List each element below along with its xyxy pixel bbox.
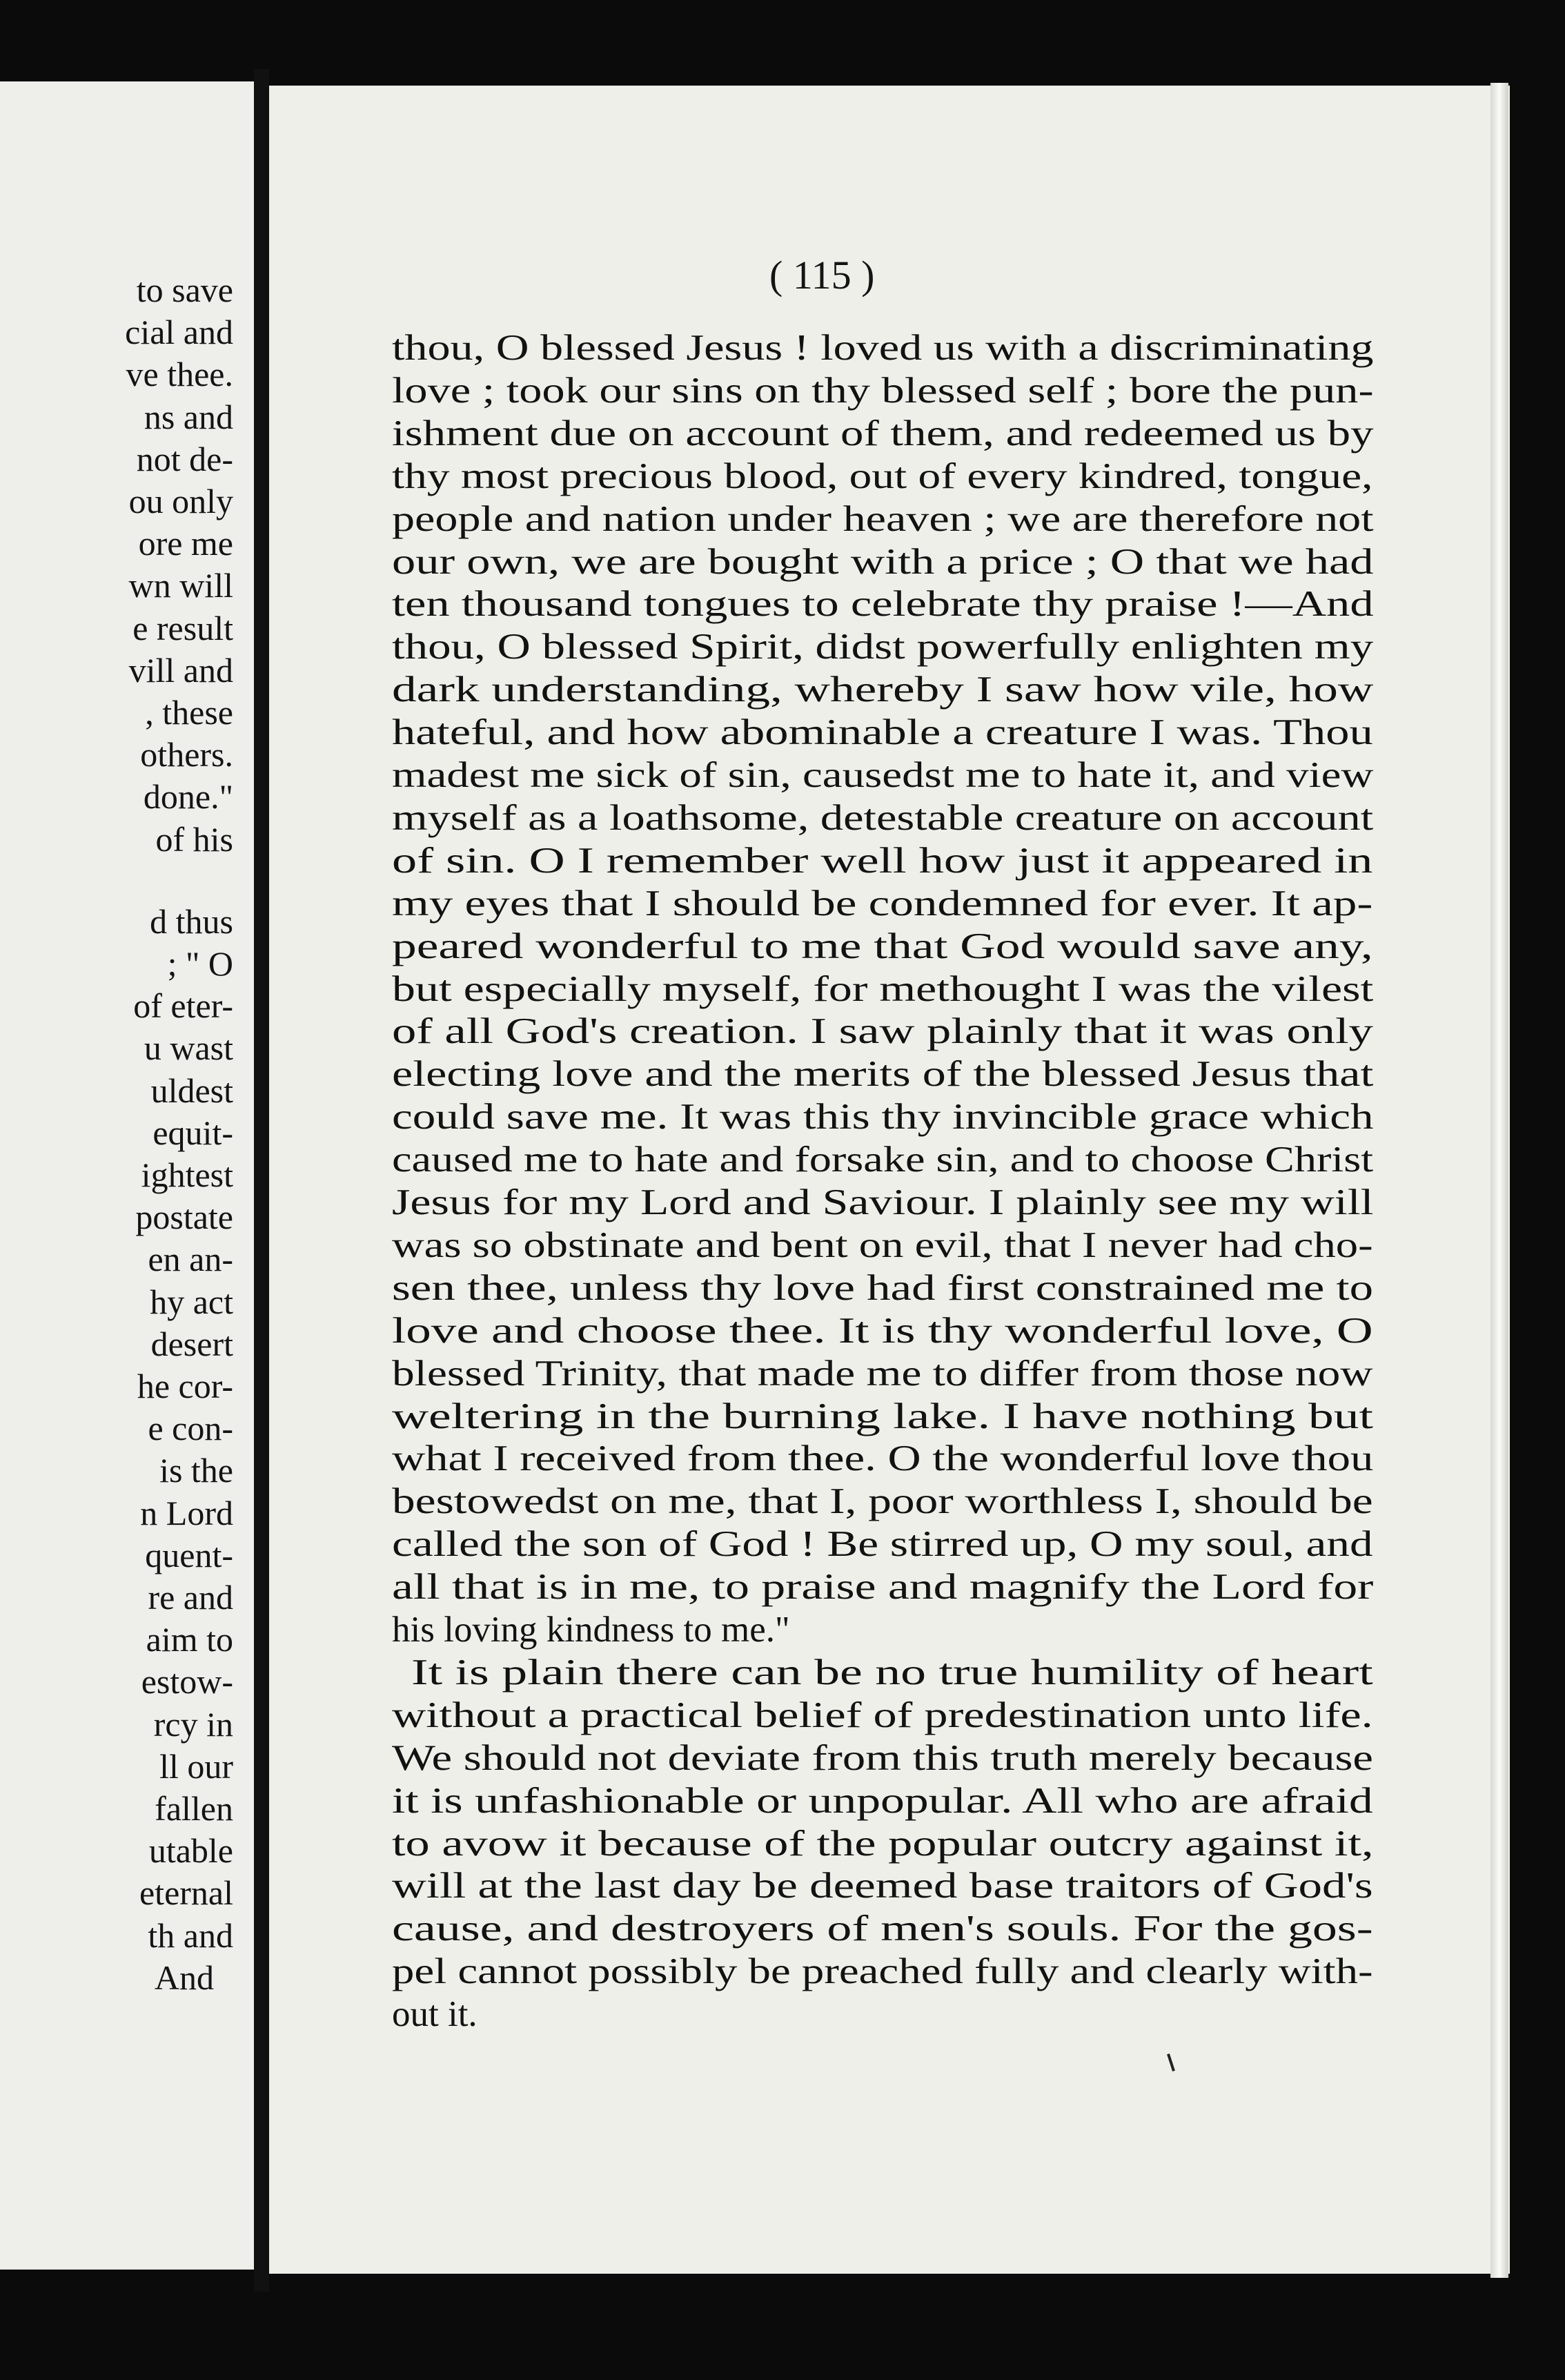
left-page-line: n Lord xyxy=(140,1493,233,1532)
body-text-line: thou, O blessed Spirit, didst powerfully enlighten my xyxy=(392,627,1374,667)
left-page-line: e con- xyxy=(148,1409,233,1448)
left-page-line: en an- xyxy=(148,1240,233,1279)
left-page-line: equit- xyxy=(152,1113,233,1152)
body-text-line: hateful, and how abominable a creature I was. Thou xyxy=(392,712,1373,753)
left-page-line: , these xyxy=(145,693,233,732)
left-page-line: desert xyxy=(150,1324,233,1363)
page-number: ( 115 ) xyxy=(769,253,875,298)
body-text-line: caused me to hate and forsake sin, and to choose Christ xyxy=(392,1140,1374,1180)
body-text-line: It is plain there can be no true humility of heart xyxy=(411,1652,1373,1693)
body-text-line: but especially myself, for methought I was the vilest xyxy=(392,968,1374,1009)
body-text-line: called the son of God ! Be stirred up, O my soul, and xyxy=(392,1524,1373,1565)
body-text-line: love ; took our sins on thy blessed self ; bore the pun- xyxy=(392,370,1374,411)
body-text-line: sen thee, unless thy love had first constrained me to xyxy=(392,1267,1374,1308)
body-text-line: of all God's creation. I saw plainly that it was only xyxy=(392,1011,1373,1052)
left-page-line: u wast xyxy=(144,1028,233,1068)
previous-page-fragment xyxy=(0,81,254,2270)
left-page-line: others. xyxy=(140,735,233,774)
body-text-line: cause, and destroyers of men's souls. For the gos- xyxy=(392,1909,1373,1949)
body-text-line: blessed Trinity, that made me to differ from those now xyxy=(392,1353,1373,1394)
body-text-line: dark understanding, whereby I saw how vile, how xyxy=(392,670,1374,710)
body-text-line: We should not deviate from this truth merely because xyxy=(392,1737,1373,1778)
body-text-line: without a practical belief of predestination unto life. xyxy=(392,1695,1373,1735)
left-page-line: aim to xyxy=(146,1620,233,1659)
body-text-line: weltering in the burning lake. I have nothing but xyxy=(392,1396,1373,1436)
body-text-line: pel cannot possibly be preached fully and clearly with- xyxy=(392,1951,1373,1992)
left-page-line: quent- xyxy=(145,1535,233,1574)
body-text-line: of sin. O I remember well how just it appeared in xyxy=(392,840,1373,881)
body-text-line: myself as a loathsome, detestable creature on account xyxy=(392,797,1374,838)
left-page-line: hy act xyxy=(150,1282,233,1321)
left-page-line: rcy in xyxy=(153,1704,233,1744)
left-page-line: ll our xyxy=(159,1746,233,1786)
body-text-line: was so obstinate and bent on evil, that I never had cho- xyxy=(392,1225,1373,1265)
left-page-line: ou only xyxy=(128,482,233,520)
left-page-line: ns and xyxy=(144,397,233,436)
left-page-line: th and xyxy=(148,1915,233,1955)
left-page-line: of his xyxy=(155,819,233,859)
left-page-line: e result xyxy=(132,608,233,647)
left-page-line: ightest xyxy=(141,1155,233,1194)
book-gutter xyxy=(254,69,269,2292)
body-text-line: madest me sick of sin, causedst me to hate it, and view xyxy=(392,755,1374,795)
left-page-line: ore me xyxy=(138,524,233,563)
left-page-line: done." xyxy=(143,777,233,817)
left-page-line: re and xyxy=(148,1578,233,1617)
left-page-line: fallen xyxy=(155,1789,233,1828)
body-text-line: ten thousand tongues to celebrate thy praise !—And xyxy=(392,584,1374,625)
left-page-line: he cor- xyxy=(137,1367,233,1405)
body-text-line: all that is in me, to praise and magnify the Lord for xyxy=(392,1567,1374,1608)
body-text-line: Jesus for my Lord and Saviour. I plainly see my will xyxy=(392,1182,1374,1222)
left-page-line: wn will xyxy=(128,566,233,605)
body-text-line: my eyes that I should be condemned for ever. It ap- xyxy=(392,883,1373,924)
left-page-line: vill and xyxy=(128,650,233,690)
left-page-line: estow- xyxy=(141,1662,233,1701)
body-text-line: people and nation under heaven ; we are therefore not xyxy=(392,498,1374,539)
body-text-line: love and choose thee. It is thy wonderful love, O xyxy=(392,1310,1373,1351)
left-page-line: utable xyxy=(148,1831,233,1871)
body-text-line: our own, we are bought with a price ; O that we had xyxy=(392,541,1374,582)
body-text-line: out it. xyxy=(392,1994,478,2035)
page-edge xyxy=(1490,83,1508,2278)
left-page-line: d thus xyxy=(150,901,233,941)
body-text-line: thou, O blessed Jesus ! loved us with a discriminating xyxy=(392,328,1374,368)
left-page-line: not de- xyxy=(136,439,233,478)
body-text-line: peared wonderful to me that God would save any, xyxy=(392,926,1373,966)
left-page-line: ve thee. xyxy=(126,355,233,394)
body-text-line: it is unfashionable or unpopular. All who are afraid xyxy=(392,1780,1373,1821)
body-text-line: electing love and the merits of the blessed Jesus that xyxy=(392,1054,1374,1095)
body-text-line: thy most precious blood, out of every kindred, tongue, xyxy=(392,456,1373,496)
body-text-line: what I received from thee. O the wonderful love thou xyxy=(392,1438,1374,1479)
left-page-line: ; " O xyxy=(167,944,233,983)
body-text-line: bestowedst on me, that I, poor worthless I, should be xyxy=(392,1481,1373,1522)
body-text-line: ishment due on account of them, and redeemed us by xyxy=(392,413,1374,453)
body-text-line: could save me. It was this thy invincible grace which xyxy=(392,1097,1374,1138)
body-text-line: his loving kindness to me." xyxy=(392,1610,790,1650)
left-page-line: eternal xyxy=(139,1873,233,1913)
left-page-line: And xyxy=(154,1958,214,1997)
body-text-line: to avow it because of the popular outcry against it, xyxy=(392,1823,1374,1864)
left-page-line: uldest xyxy=(150,1071,233,1110)
left-page-line: to save xyxy=(136,271,233,309)
left-page-line: cial and xyxy=(125,313,233,352)
left-page-line: postate xyxy=(135,1198,233,1237)
left-page-line: is the xyxy=(159,1451,233,1490)
left-page-line: of eter- xyxy=(133,986,233,1026)
body-text-line: will at the last day be deemed base traitors of God's xyxy=(392,1866,1373,1906)
